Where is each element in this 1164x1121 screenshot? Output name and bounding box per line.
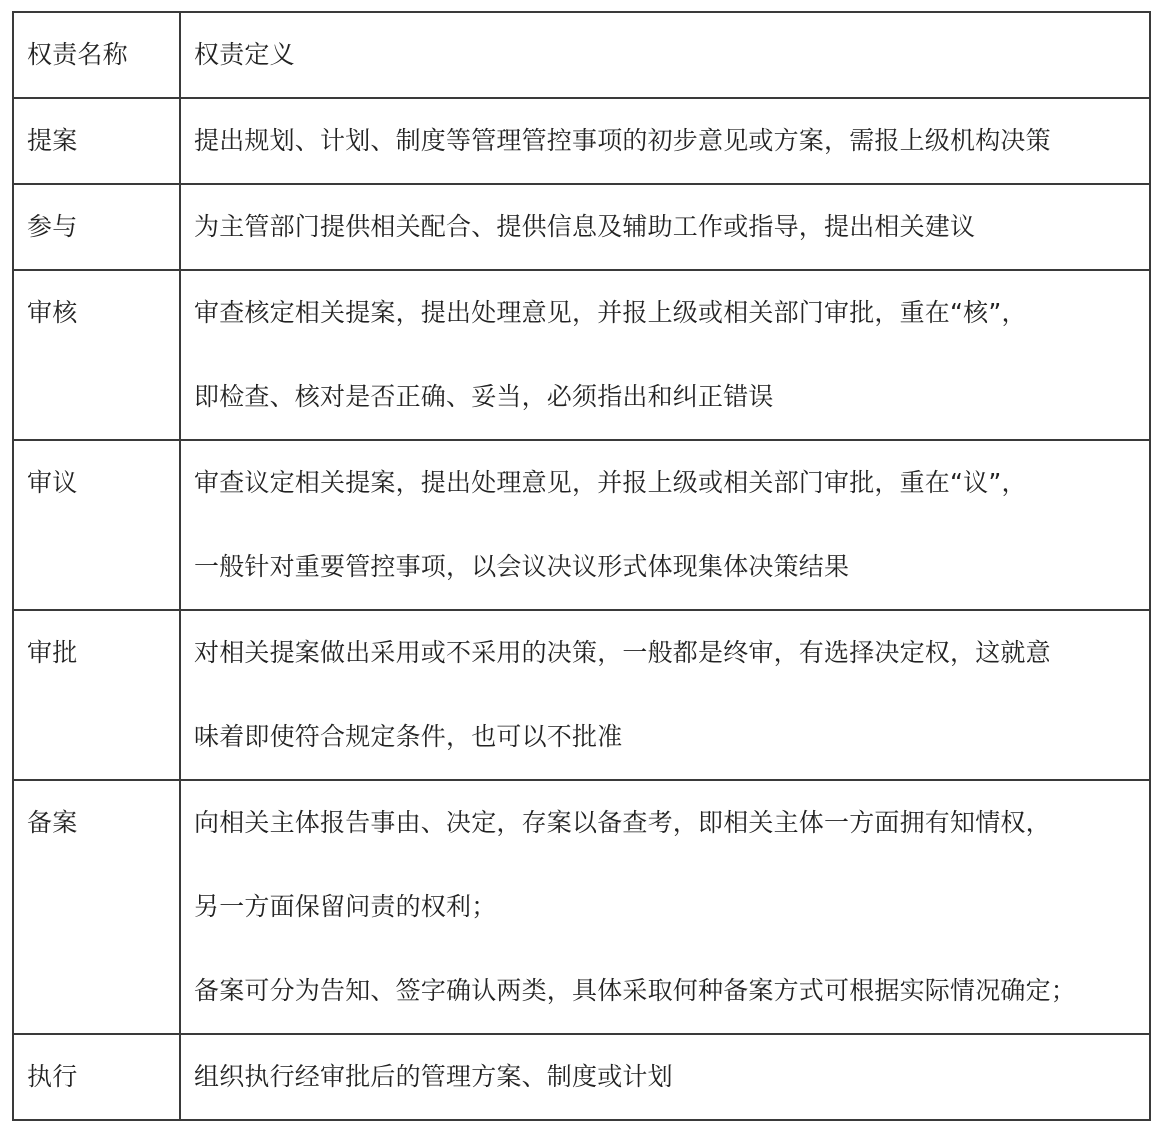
- row-name-cell: 审核: [13, 270, 180, 440]
- table-row: [13, 610, 1150, 780]
- row-definition-cell: [180, 270, 1150, 440]
- row-name-cell: 审议: [13, 440, 180, 610]
- row-definition-cell: [180, 98, 1150, 184]
- definition-line: 备案可分为告知、签字确认两类，具体采取何种备案方式可根据实际情况确定；: [194, 976, 1077, 1005]
- table-row: [13, 270, 1150, 440]
- definition-line: 对相关提案做出采用或不采用的决策，一般都是终审，有选择决定权，这就意: [194, 638, 1051, 667]
- definition-line: 审查核定相关提案，提出处理意见，并报上级或相关部门审批，重在“核”，: [194, 298, 1027, 327]
- responsibility-definition-table: [12, 11, 1151, 1121]
- definition-line: 即检查、核对是否正确、妥当，必须指出和纠正错误: [194, 382, 774, 411]
- table-header-row: [13, 12, 1150, 98]
- row-name-cell: 参与: [13, 184, 180, 270]
- header-definition-cell: 权责定义: [180, 12, 1150, 98]
- definition-line: 提出规划、计划、制度等管理管控事项的初步意见或方案，需报上级机构决策: [194, 126, 1051, 155]
- table-row: [13, 780, 1150, 1034]
- table-row: [13, 440, 1150, 610]
- row-definition-cell: [180, 610, 1150, 780]
- row-name-cell: 提案: [13, 98, 180, 184]
- row-definition-cell: [180, 780, 1150, 1034]
- definition-line: 为主管部门提供相关配合、提供信息及辅助工作或指导，提出相关建议: [194, 212, 976, 241]
- table-row: [13, 184, 1150, 270]
- definition-line: 审查议定相关提案，提出处理意见，并报上级或相关部门审批，重在“议”，: [194, 468, 1027, 497]
- definition-line: 另一方面保留问责的权利；: [194, 892, 497, 921]
- definition-line: 味着即使符合规定条件，也可以不批准: [194, 722, 623, 751]
- row-name-cell: 备案: [13, 780, 180, 1034]
- row-definition-cell: [180, 1034, 1150, 1120]
- row-definition-cell: [180, 184, 1150, 270]
- header-name-cell: 权责名称: [13, 12, 180, 98]
- row-name-cell: 审批: [13, 610, 180, 780]
- table-row: [13, 98, 1150, 184]
- table-row: [13, 1034, 1150, 1120]
- row-definition-cell: [180, 440, 1150, 610]
- definition-line: 组织执行经审批后的管理方案、制度或计划: [194, 1062, 673, 1091]
- row-name-cell: 执行: [13, 1034, 180, 1120]
- responsibility-table-container: [12, 11, 1149, 1121]
- definition-line: 一般针对重要管控事项，以会议决议形式体现集体决策结果: [194, 552, 850, 581]
- definition-line: 向相关主体报告事由、决定，存案以备查考，即相关主体一方面拥有知情权，: [194, 808, 1051, 837]
